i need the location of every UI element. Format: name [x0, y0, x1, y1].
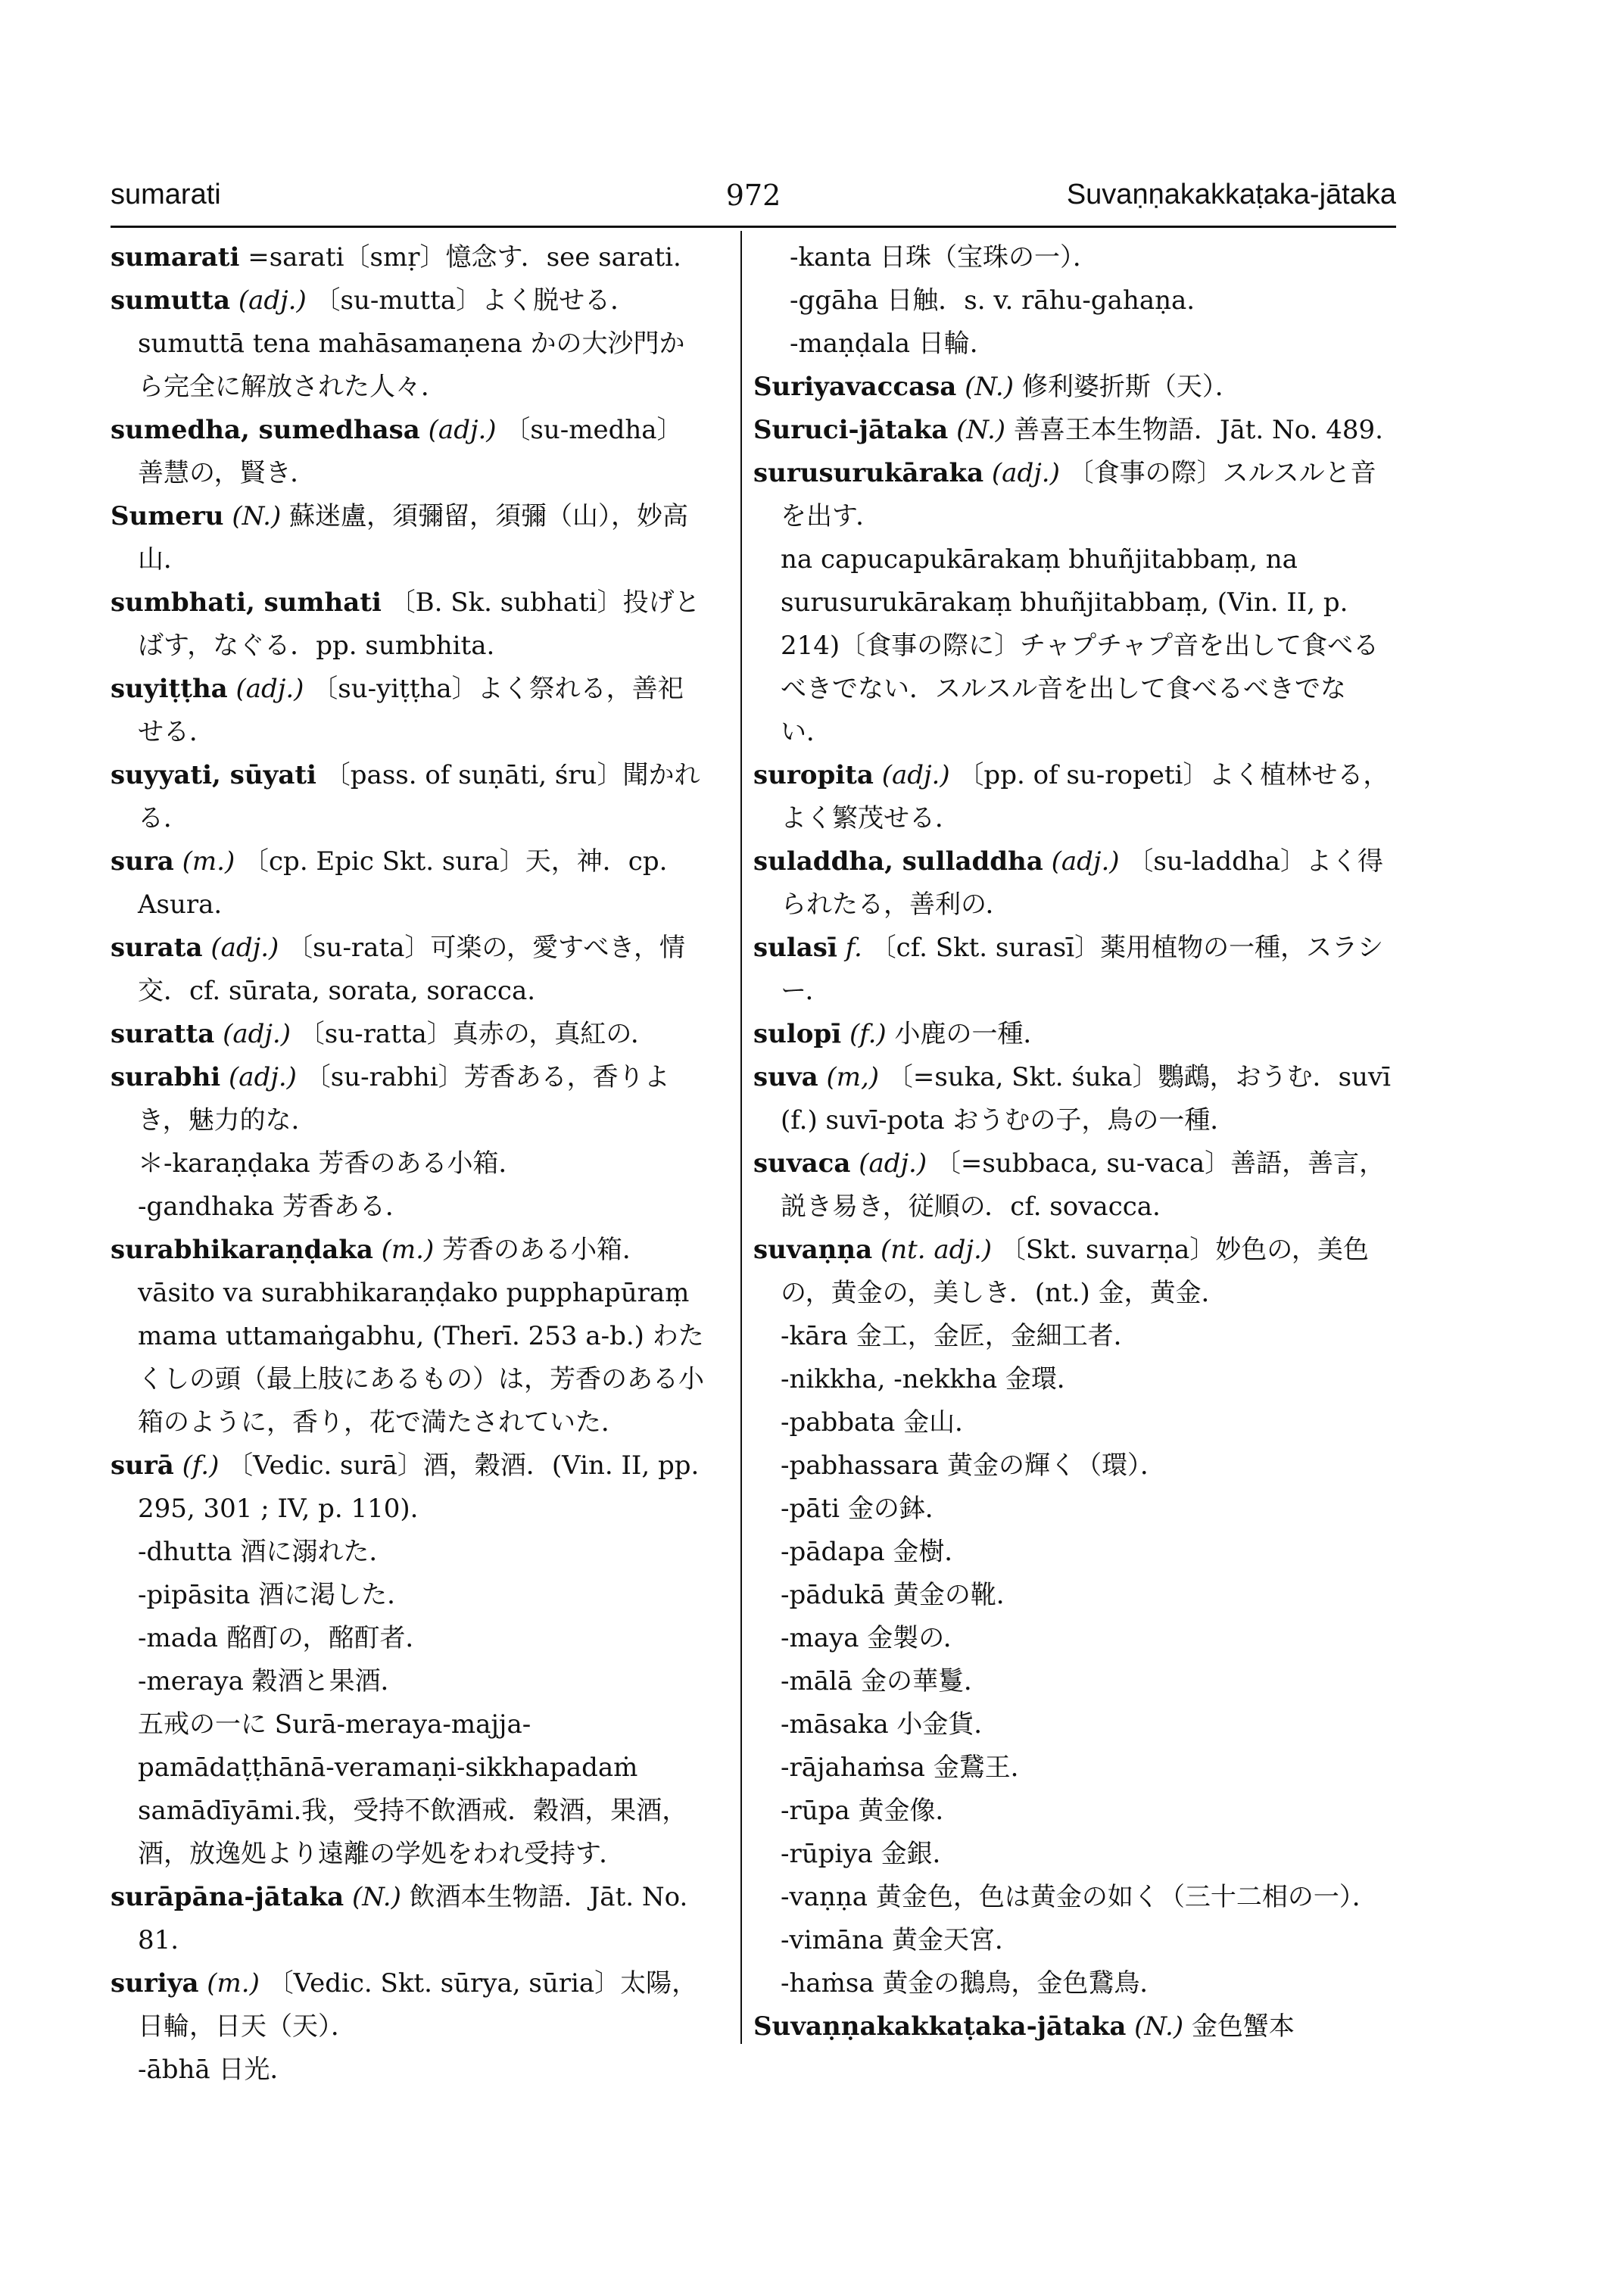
definition-text: 〔cp. Epic Skt. sura〕天，神．cp. Asura. — [138, 846, 668, 920]
definition-text: 〔食事の際〕スルスルと音を出す． — [781, 458, 1376, 531]
definition-text: -vaṇṇa 黄金色，色は黄金の如く（三十二相の一）． — [781, 1882, 1378, 1912]
grammar-tag: (adj.) — [428, 415, 497, 445]
entry-subitem — [753, 1358, 1397, 1401]
definition-text: -maya 金製の． — [781, 1623, 969, 1653]
definition-text: 五戒の一に Surā-meraya-majja-pamādaṭṭhānā-veramaṇi-sikkhapadaṁ samādīyāmi.我，受持不飲酒戒．穀酒，果酒，酒，放逸処より遠離の学処をわれ受持す． — [138, 1709, 688, 1869]
entry-subitem — [753, 322, 1397, 366]
definition-text: 〔pp. of su-ropeti〕よく植林せる，よく繁茂せる． — [781, 760, 1389, 833]
dictionary-entry — [753, 366, 1397, 409]
definition-text: -haṁsa 黄金の鵝鳥，金色鵞鳥． — [781, 1968, 1166, 1999]
definition-text: 〔=subbaca, su-vaca〕善語，善言，説き易き，従順の．cf. sovacca. — [781, 1148, 1386, 1222]
definition-text: -vimāna 黄金天宮． — [781, 1925, 1021, 1955]
dictionary-entry — [111, 927, 704, 1013]
header-rule — [111, 226, 1396, 228]
definition-text: 金色蟹本 — [1191, 2011, 1295, 2042]
grammar-tag: (nt. adj.) — [880, 1235, 993, 1265]
grammar-tag: (adj.) — [223, 1019, 291, 1049]
grammar-tag: (m.) — [381, 1235, 435, 1265]
grammar-tag: (adj.) — [859, 1148, 927, 1179]
headword: surata — [111, 933, 203, 963]
running-header — [111, 179, 1396, 224]
definition-text: -ābhā 日光． — [138, 2055, 296, 2085]
entry-subitem — [753, 1444, 1397, 1488]
definition-text: 〔Vedic. Skt. sūrya, sūria〕太陽，日輪，日天（天）． — [138, 1968, 698, 2042]
header-left-guide-word: sumarati — [111, 179, 221, 210]
headword: sumarati — [111, 242, 240, 273]
definition-text: -kāra 金工，金匠，金細工者． — [781, 1321, 1139, 1351]
definition-text: 〔B. Sk. subhati〕投げとばす，なぐる．pp. sumbhita. — [138, 587, 700, 661]
headword: Suriyavaccasa — [753, 372, 957, 402]
headword: suropita — [753, 760, 874, 790]
entry-subitem — [753, 1790, 1397, 1833]
grammar-tag: f. — [845, 933, 862, 963]
entry-subitem — [111, 1142, 704, 1185]
dictionary-entry — [753, 409, 1397, 452]
dictionary-entry — [753, 1013, 1397, 1056]
definition-text: =sarati〔smṛ〕憶念す．see sarati. — [248, 242, 681, 273]
dictionary-entry — [111, 581, 704, 668]
definition-text: 善喜王本生物語．Jāt. No. 489. — [1013, 415, 1383, 445]
headword: sumutta — [111, 285, 230, 316]
headword: surāpāna-jātaka — [111, 1882, 344, 1912]
entry-subitem — [753, 1531, 1397, 1574]
definition-text: 蘇迷盧，須彌留，須彌（山），妙高山． — [138, 501, 689, 575]
grammar-tag: (m.) — [207, 1968, 260, 1999]
definition-text: -rūpa 黄金像． — [781, 1796, 962, 1826]
definition-text: -meraya 穀酒と果酒． — [138, 1666, 407, 1696]
definition-text: 芳香のある小箱． — [442, 1235, 649, 1265]
definition-text: 〔su-medha〕善慧の，賢き． — [138, 415, 683, 488]
definition-text: -nikkha, -nekkha 金環． — [781, 1364, 1083, 1394]
definition-text: vāsito va surabhikaraṇḍako pupphapūraṃ mama uttamaṅgabhu, (Therī. 253 a-b.) わたくしの頭（最上肢にあるもの）は，芳香のある小箱のように，香り，花で満たされていた． — [138, 1278, 704, 1438]
definition-text: -pādapa 金樹． — [781, 1537, 971, 1567]
definition-text: 小鹿の一種． — [894, 1019, 1049, 1049]
entry-subitem — [753, 1401, 1397, 1444]
definition-text: -pabhassara 黄金の輝く（環）． — [781, 1450, 1166, 1481]
definition-text: -rājahaṁsa 金鵞王． — [781, 1752, 1036, 1783]
definition-text: 〔su-ratta〕真赤の，真紅の． — [298, 1019, 657, 1049]
definition-text: -mālā 金の華鬘． — [781, 1666, 990, 1696]
headword: suratta — [111, 1019, 215, 1049]
dictionary-entry — [111, 495, 704, 581]
dictionary-entry — [111, 1056, 704, 1142]
dictionary-entry — [111, 754, 704, 840]
entry-subitem — [753, 538, 1397, 754]
entry-subitem — [111, 1272, 704, 1444]
entry-subitem — [753, 1919, 1397, 1962]
dictionary-entry — [753, 927, 1397, 1013]
entry-subitem — [111, 2048, 704, 2092]
entry-subitem — [753, 1746, 1397, 1790]
headword: surabhi — [111, 1062, 221, 1092]
definition-text: 〔su-yiṭṭha〕よく祭れる，善祀せる． — [138, 674, 684, 747]
dictionary-entry — [111, 668, 704, 754]
headword: sumbhati, sumhati — [111, 587, 382, 618]
grammar-tag: (adj.) — [238, 285, 307, 316]
definition-text: 〔pass. of suṇāti, śru〕聞かれる． — [138, 760, 700, 833]
definition-text: -dhutta 酒に溺れた． — [138, 1537, 395, 1567]
grammar-tag: (adj.) — [1051, 846, 1120, 877]
definition-text: 〔Skt. suvarṇa〕妙色の，美色の，黄金の，美しき．(nt.) 金，黄金． — [781, 1235, 1369, 1308]
dictionary-entry — [753, 754, 1397, 840]
entry-subitem — [111, 1660, 704, 1703]
definition-text: 〔Vedic. surā〕酒，穀酒．(Vin. II, pp. 295, 301 ; IV, p. 110). — [138, 1450, 700, 1524]
entry-subitem — [753, 1876, 1397, 1919]
headword: Suvaṇṇakakkaṭaka-jātaka — [753, 2011, 1127, 2042]
entry-subitem — [753, 1703, 1397, 1746]
headword: suvaṇṇa — [753, 1235, 873, 1265]
dictionary-entry — [111, 1013, 704, 1056]
definition-text: 〔cf. Skt. surasī〕薬用植物の一種，スラシー． — [781, 933, 1384, 1006]
definition-text: -maṇḍala 日輪． — [790, 329, 996, 359]
headword: sulasī — [753, 933, 837, 963]
definition-text: 修利婆折斯（天）． — [1021, 372, 1241, 402]
definition-text: 飲酒本生物語．Jāt. No. 81. — [138, 1882, 688, 1955]
definition-text: -pāti 金の鉢． — [781, 1494, 951, 1524]
entry-subitem — [753, 1617, 1397, 1660]
definition-text: 〔su-laddha〕よく得られたる，善利の． — [781, 846, 1384, 920]
entry-subitem — [753, 236, 1397, 279]
grammar-tag: (N.) — [351, 1882, 401, 1912]
dictionary-entry — [111, 1876, 704, 1962]
definition-text: 〔su-rabhi〕芳香ある，香りよき，魅力的な． — [138, 1062, 670, 1136]
right-column — [753, 236, 1397, 2048]
definition-text: -pipāsita 酒に渇した． — [138, 1580, 413, 1610]
grammar-tag: (N.) — [232, 501, 282, 531]
definition-text: na capucapukārakaṃ bhuñjitabbaṃ, na surusurukārakaṃ bhuñjitabbaṃ, (Vin. II, p. 214)〔食事の際に〕チャプチャプ音を出して食べるべきでない．スルスル音を出して食べるべきでない． — [781, 544, 1379, 747]
headword: suvaca — [753, 1148, 851, 1179]
dictionary-entry — [111, 1962, 704, 2048]
definition-text: -gandhaka 芳香ある． — [138, 1192, 412, 1222]
entry-subitem — [111, 1185, 704, 1229]
definition-text: 〔su-rata〕可楽の，愛すべき，情交．cf. sūrata, sorata, soracca. — [138, 933, 685, 1006]
headword: sura — [111, 846, 174, 877]
definition-text: 〔=suka, Skt. śuka〕鸚鵡，おうむ．suvī (f.) suvī-pota おうむの子，鳥の一種． — [781, 1062, 1392, 1136]
entry-subitem — [753, 1574, 1397, 1617]
left-column — [111, 236, 704, 2092]
headword: Suruci-jātaka — [753, 415, 949, 445]
page-number: 972 — [725, 179, 781, 212]
definition-text: -rūpiya 金銀． — [781, 1839, 959, 1869]
definition-text: -pādukā 黄金の靴． — [781, 1580, 1022, 1610]
grammar-tag: (adj.) — [235, 674, 304, 704]
entry-subitem — [753, 1315, 1397, 1358]
grammar-tag: (adj.) — [210, 933, 279, 963]
entry-subitem — [111, 322, 704, 409]
dictionary-entry — [753, 1056, 1397, 1142]
definition-text: ＊-karaṇḍaka 芳香のある小箱． — [138, 1148, 525, 1179]
definition-text: -kanta 日珠（宝珠の一）． — [790, 242, 1099, 273]
headword: surusurukāraka — [753, 458, 984, 488]
headword: suyiṭṭha — [111, 674, 228, 704]
dictionary-entry — [111, 236, 704, 279]
headword: surā — [111, 1450, 174, 1481]
column-divider — [740, 231, 742, 2044]
headword: suva — [753, 1062, 818, 1092]
headword: suyyati, sūyati — [111, 760, 316, 790]
entry-subitem — [753, 1833, 1397, 1876]
grammar-tag: (adj.) — [881, 760, 950, 790]
definition-text: -māsaka 小金貨． — [781, 1709, 1000, 1740]
dictionary-entry — [753, 840, 1397, 927]
definition-text: -ggāha 日触．s. v. rāhu-gahaṇa. — [790, 285, 1195, 316]
dictionary-entry — [753, 452, 1397, 538]
entry-subitem — [753, 279, 1397, 322]
dictionary-entry — [753, 1142, 1397, 1229]
headword: Sumeru — [111, 501, 224, 531]
definition-text: -pabbata 金山． — [781, 1407, 981, 1438]
entry-subitem — [753, 1488, 1397, 1531]
header-right-guide-word: Suvaṇṇakakkaṭaka-jātaka — [1066, 179, 1396, 210]
headword: surabhikaraṇḍaka — [111, 1235, 373, 1265]
dictionary-entry — [111, 409, 704, 495]
grammar-tag: (m,) — [826, 1062, 880, 1092]
dictionary-entry — [111, 279, 704, 322]
grammar-tag: (N.) — [956, 415, 1006, 445]
entry-subitem — [753, 1660, 1397, 1703]
headword: suladdha, sulladdha — [753, 846, 1043, 877]
entry-subitem — [111, 1531, 704, 1574]
dictionary-entry — [753, 2005, 1397, 2048]
grammar-tag: (m.) — [182, 846, 235, 877]
headword: suriya — [111, 1968, 199, 1999]
grammar-tag: (adj.) — [229, 1062, 297, 1092]
dictionary-entry — [753, 1229, 1397, 1315]
entry-subitem — [753, 1962, 1397, 2005]
grammar-tag: (N.) — [1134, 2011, 1184, 2042]
grammar-tag: (N.) — [965, 372, 1015, 402]
grammar-tag: (f.) — [182, 1450, 220, 1481]
entry-subitem — [111, 1703, 704, 1876]
dictionary-entry — [111, 840, 704, 927]
grammar-tag: (adj.) — [991, 458, 1060, 488]
entry-subitem — [111, 1617, 704, 1660]
dictionary-entry — [111, 1229, 704, 1272]
headword: sulopī — [753, 1019, 842, 1049]
definition-text: -mada 酩酊の，酩酊者． — [138, 1623, 432, 1653]
headword: sumedha, sumedhasa — [111, 415, 420, 445]
definition-text: 〔su-mutta〕よく脱せる． — [314, 285, 637, 316]
entry-subitem — [111, 1574, 704, 1617]
dictionary-entry — [111, 1444, 704, 1531]
grammar-tag: (f.) — [849, 1019, 887, 1049]
definition-text: sumuttā tena mahāsamaṇena かの大沙門から完全に解放された人々． — [138, 329, 685, 402]
